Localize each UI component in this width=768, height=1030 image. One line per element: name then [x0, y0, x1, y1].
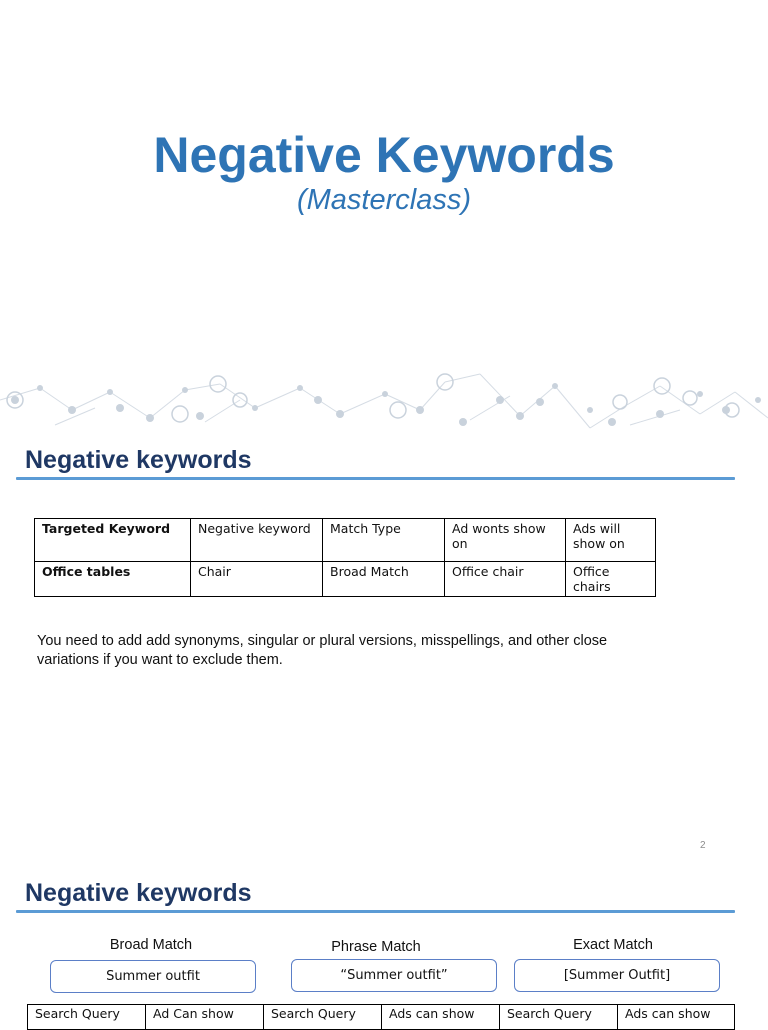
table-header-cell: Ad Can show [146, 1005, 264, 1030]
heading-underline [16, 910, 735, 913]
broad-match-label: Broad Match [109, 937, 193, 953]
phrase-match-example-box: “Summer outfit” [291, 959, 497, 992]
phrase-match-label: Phrase Match [331, 939, 421, 955]
heading-underline [16, 477, 735, 480]
table-header-cell: Search Query [28, 1005, 146, 1030]
table-cell: Office chairs [566, 562, 656, 597]
table-header-cell: Ad wonts show on [445, 519, 566, 562]
table-cell: Office chair [445, 562, 566, 597]
section-heading: Negative keywords [25, 446, 252, 474]
table-cell: Office tables [35, 562, 191, 597]
slide-title: Negative Keywords [153, 127, 615, 183]
exact-match-label: Exact Match [573, 937, 653, 953]
section-heading: Negative keywords [25, 879, 252, 907]
broad-match-example-box: Summer outfit [50, 960, 256, 993]
page-number: 2 [700, 840, 706, 851]
title-slide [0, 0, 768, 435]
table-cell: Broad Match [323, 562, 445, 597]
table-header-cell: Ads can show [618, 1005, 735, 1030]
table-header-cell: Ads will show on [566, 519, 656, 562]
table-header-cell: Targeted Keyword [35, 519, 191, 562]
search-query-table [27, 1004, 735, 1030]
exact-match-example-box: [Summer Outfit] [514, 959, 720, 992]
table-header-cell: Ads can show [382, 1005, 500, 1030]
table-header-cell: Search Query [264, 1005, 382, 1030]
table-header-row [28, 1005, 735, 1030]
network-decoration [0, 370, 768, 435]
table-header-row [35, 519, 656, 562]
table-header-cell: Match Type [323, 519, 445, 562]
slide-subtitle: (Masterclass) [296, 184, 471, 216]
table-header-cell: Search Query [500, 1005, 618, 1030]
negative-keyword-table [34, 518, 656, 597]
table-row [35, 562, 656, 597]
explanation-paragraph: You need to add add synonyms, singular or plural versions, misspellings, and other close variations if you want to exclude them. [37, 633, 608, 668]
table-header-cell: Negative keyword [191, 519, 323, 562]
table-cell: Chair [191, 562, 323, 597]
